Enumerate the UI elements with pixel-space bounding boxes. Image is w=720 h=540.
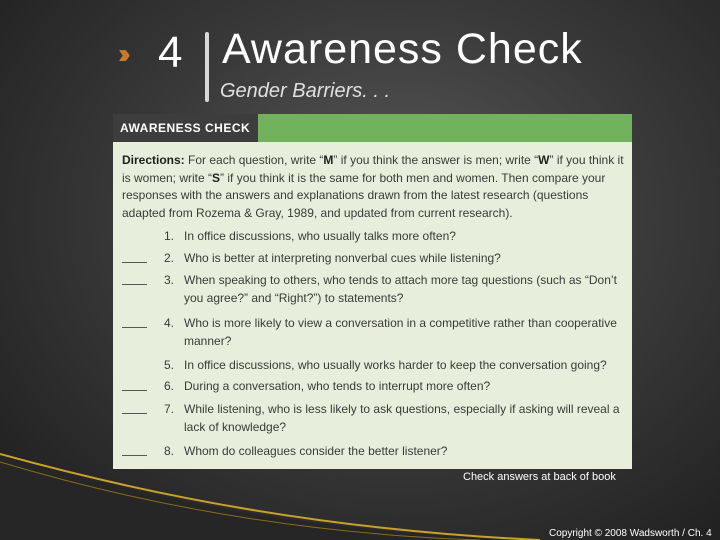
- question-item: [122, 250, 627, 268]
- slide-header: [0, 0, 720, 110]
- question-number: 6.: [163, 379, 174, 393]
- title-divider: [205, 32, 209, 102]
- question-item: [122, 228, 627, 246]
- question-number: 3.: [163, 273, 174, 287]
- mark-w: W: [538, 153, 550, 167]
- answer-blank[interactable]: [122, 327, 147, 328]
- question-item: [122, 378, 627, 396]
- question-text: Who is more likely to view a conversation in a competitive rather than cooperative manner?: [184, 316, 617, 348]
- directions-part-3: ” if you think it is women; write “: [122, 153, 624, 185]
- panel-header-bar: [113, 114, 632, 142]
- answer-blank[interactable]: [122, 413, 147, 414]
- question-text: When speaking to others, who tends to attach more tag questions (such as “Don’t you agree?” and “Right?”) to statements?: [184, 273, 617, 305]
- question-text: While listening, who is less likely to ask questions, especially if asking will reveal a lack of knowledge?: [184, 402, 620, 434]
- answer-blank[interactable]: [122, 284, 147, 285]
- directions-part-4: ” if you think it is the same for both men and women. Then compare your responses with the answers and explanations drawn from the latest research (questions adapted from Rozema & Gray, 1989, and updated from current research).: [122, 170, 606, 220]
- answers-footnote: Check answers at back of book: [463, 471, 616, 483]
- slide-subtitle: Gender Barriers. . .: [220, 80, 391, 102]
- question-number: 8.: [163, 444, 174, 458]
- question-number: 4.: [163, 316, 174, 330]
- question-number: 7.: [163, 402, 174, 416]
- directions-part-1: For each question, write “: [184, 153, 324, 167]
- question-text: In office discussions, who usually works harder to keep the conversation going?: [184, 358, 607, 372]
- question-item: [122, 315, 627, 348]
- question-text: Who is better at interpreting nonverbal cues while listening?: [184, 251, 501, 265]
- question-text: Whom do colleagues consider the better listener?: [184, 444, 448, 458]
- panel-heading: AWARENESS CHECK: [113, 114, 258, 142]
- question-item: [122, 357, 627, 375]
- question-text: During a conversation, who tends to interrupt more often?: [184, 379, 491, 393]
- mark-m: M: [323, 153, 334, 167]
- answer-blank[interactable]: [122, 262, 147, 263]
- question-number: 2.: [163, 251, 174, 265]
- question-item: [122, 272, 627, 305]
- awareness-check-panel: [113, 114, 632, 469]
- question-number: 1.: [163, 229, 174, 243]
- answer-blank[interactable]: [122, 390, 147, 391]
- slide-number: 4: [158, 28, 183, 77]
- question-text: In office discussions, who usually talks more often?: [184, 229, 456, 243]
- directions-text: [122, 152, 624, 222]
- question-number: 5.: [163, 358, 174, 372]
- directions-part-2: ” if you think the answer is men; write “: [333, 153, 539, 167]
- question-item: [122, 401, 627, 434]
- copyright-text: Copyright © 2008 Wadsworth / Ch. 4: [549, 528, 712, 539]
- directions-label: Directions:: [122, 153, 185, 167]
- mark-s: S: [212, 170, 221, 185]
- double-chevron-icon: ››: [118, 38, 125, 69]
- slide-title: Awareness Check: [222, 25, 583, 73]
- decorative-swoosh: [0, 440, 720, 540]
